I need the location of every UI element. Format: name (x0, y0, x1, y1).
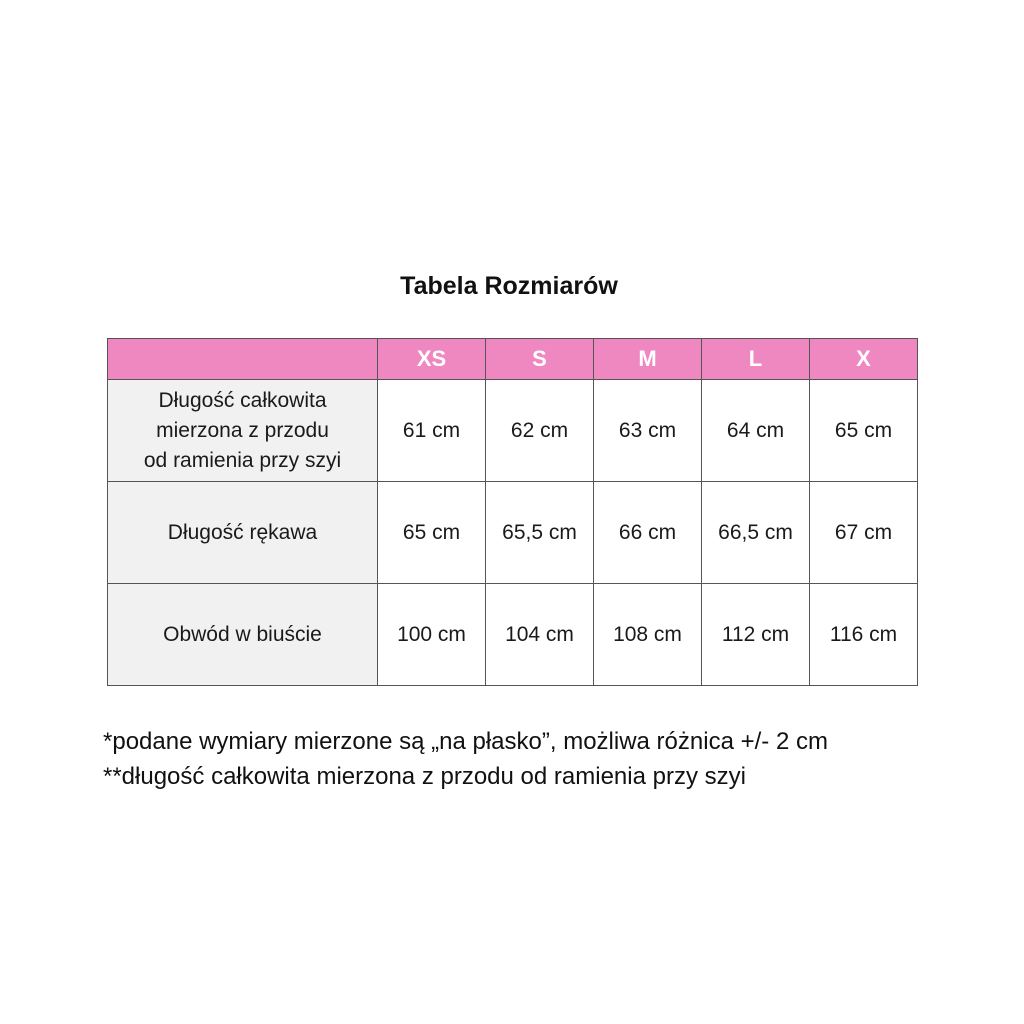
header-size-s: S (486, 339, 594, 380)
table-cell: 112 cm (702, 584, 810, 686)
table-cell: 65 cm (378, 482, 486, 584)
table-cell: 116 cm (810, 584, 918, 686)
header-size-x: X (810, 339, 918, 380)
table-cell: 100 cm (378, 584, 486, 686)
header-size-m: M (594, 339, 702, 380)
table-row (108, 380, 918, 482)
table-header-row (108, 339, 918, 380)
row-label-line: mierzona z przodu (156, 418, 329, 442)
table-cell: 67 cm (810, 482, 918, 584)
row-label-line: Obwód w biuście (163, 622, 322, 646)
table-cell: 104 cm (486, 584, 594, 686)
footnote-flat-measure: *podane wymiary mierzone są „na płasko”, możliwa różnica +/- 2 cm (103, 728, 828, 755)
row-label-line: od ramienia przy szyi (143, 448, 342, 472)
size-chart-table (107, 338, 918, 686)
row-label-total-length (108, 380, 378, 482)
header-corner-cell (108, 339, 378, 380)
table-cell: 66 cm (594, 482, 702, 584)
row-label-line: Długość rękawa (167, 520, 318, 544)
table-cell: 62 cm (486, 380, 594, 482)
table-cell: 64 cm (702, 380, 810, 482)
row-label-sleeve-length (108, 482, 378, 584)
table-cell: 63 cm (594, 380, 702, 482)
table-cell: 61 cm (378, 380, 486, 482)
page-title: Tabela Rozmiarów (400, 272, 618, 300)
table-row (108, 584, 918, 686)
header-size-xs: XS (378, 339, 486, 380)
table-row (108, 482, 918, 584)
header-size-l: L (702, 339, 810, 380)
row-label-bust (108, 584, 378, 686)
table-cell: 66,5 cm (702, 482, 810, 584)
row-label-line: Długość całkowita (158, 388, 327, 412)
table-cell: 65 cm (810, 380, 918, 482)
table-cell: 108 cm (594, 584, 702, 686)
footnote-total-length: **długość całkowita mierzona z przodu od ramienia przy szyi (103, 763, 746, 790)
table-cell: 65,5 cm (486, 482, 594, 584)
footnotes (103, 724, 983, 794)
